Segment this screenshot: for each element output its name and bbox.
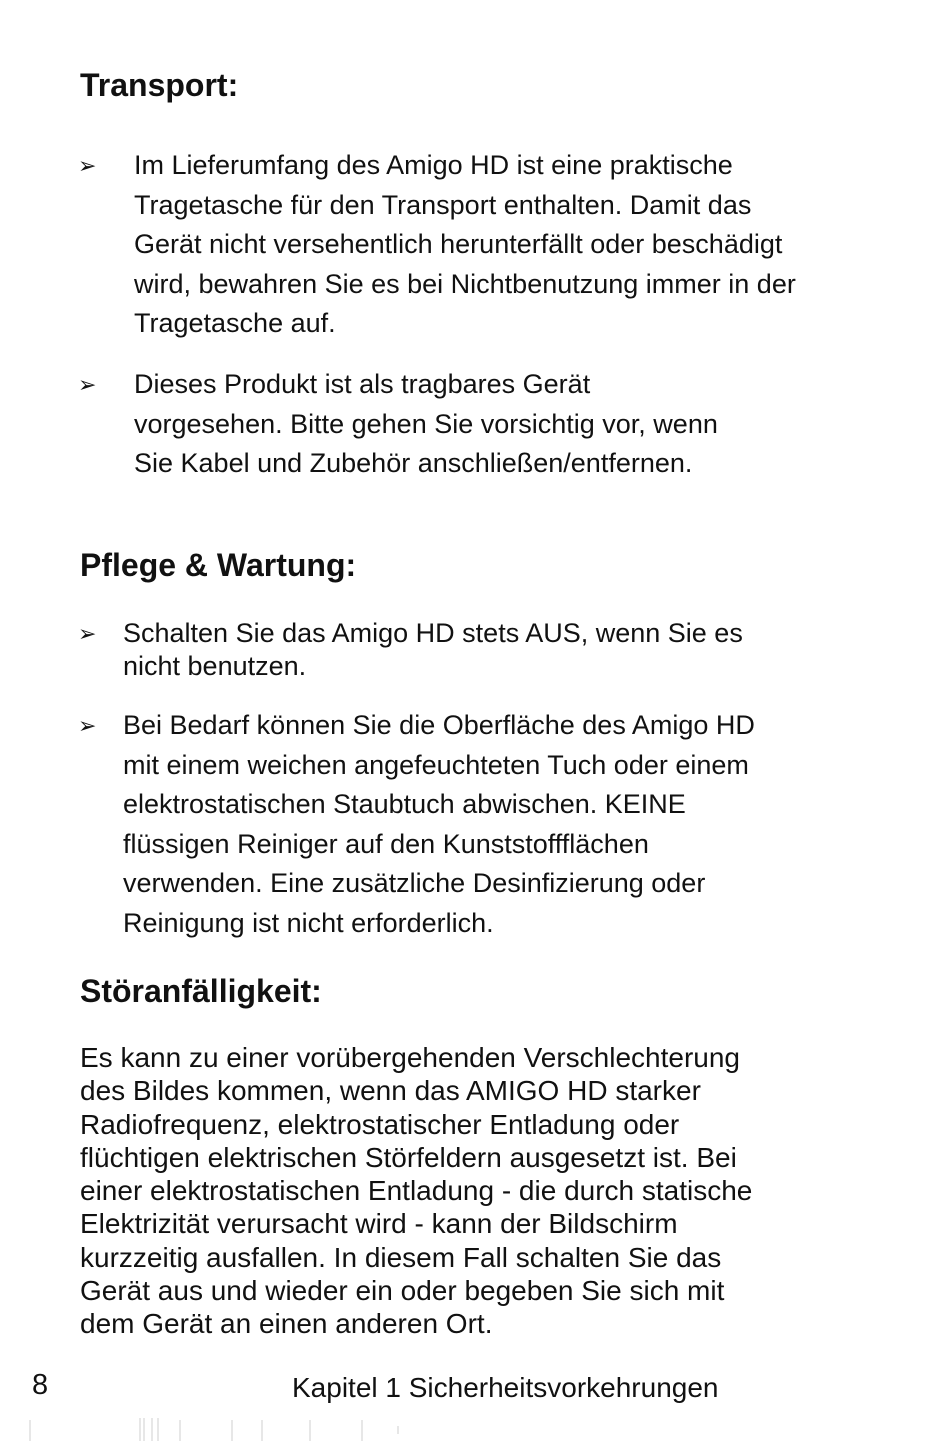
arrowhead-bullet-icon: ➢ bbox=[78, 372, 97, 397]
arrowhead-bullet-icon: ➢ bbox=[78, 713, 97, 738]
scan-edge-marks bbox=[0, 1416, 950, 1441]
bullet-item bbox=[78, 706, 868, 943]
section-heading-stoer: Störanfälligkeit: bbox=[80, 973, 322, 1009]
section-heading-transport: Transport: bbox=[80, 67, 239, 103]
arrowhead-bullet-icon: ➢ bbox=[78, 153, 97, 178]
bullet-item bbox=[78, 146, 868, 344]
body-paragraph: Es kann zu einer vorübergehenden Verschlechterung des Bildes kommen, wenn das AMIGO HD starker Radiofrequenz, elektrostatischer Entladung oder flüchtigen elektrischen Störfeldern ausgesetzt ist. Bei einer elektrostatischen Entladung - die durch statische Elektrizität verursacht wird - kann der Bildschirm kurzzeitig ausfallen. In diesem Fall schalten Sie das Gerät aus und wieder ein oder begeben Sie sich mit dem Gerät an einen anderen Ort. bbox=[80, 1042, 753, 1340]
bullet-text: Schalten Sie das Amigo HD stets AUS, wenn Sie es nicht benutzen. bbox=[123, 618, 743, 681]
chapter-title: Kapitel 1 Sicherheitsvorkehrungen bbox=[292, 1372, 719, 1403]
bullet-item bbox=[78, 365, 868, 484]
bullet-text: Bei Bedarf können Sie die Oberfläche des Amigo HD mit einem weichen angefeuchteten Tuch oder einem elektrostatischen Staubtuch abwischen. KEINE flüssigen Reiniger auf den Kunststoffflächen verwenden. Eine zusätzliche Desinfizierung oder Reinigung ist nicht erforderlich. bbox=[123, 710, 755, 938]
bullet-item bbox=[78, 617, 868, 683]
arrowhead-bullet-icon: ➢ bbox=[78, 621, 97, 646]
bullet-text: Dieses Produkt ist als tragbares Gerät vorgesehen. Bitte gehen Sie vorsichtig vor, wenn Sie Kabel und Zubehör anschließen/entfernen. bbox=[134, 369, 718, 478]
page-number: 8 bbox=[32, 1369, 49, 1401]
bullet-text: Im Lieferumfang des Amigo HD ist eine praktische Tragetasche für den Transport enthalten. Damit das Gerät nicht versehentlich herunterfällt oder beschädigt wird, bewahren Sie es bei Nichtbenutzung immer in der Tragetasche auf. bbox=[134, 150, 796, 338]
section-heading-pflege: Pflege & Wartung: bbox=[80, 547, 357, 583]
